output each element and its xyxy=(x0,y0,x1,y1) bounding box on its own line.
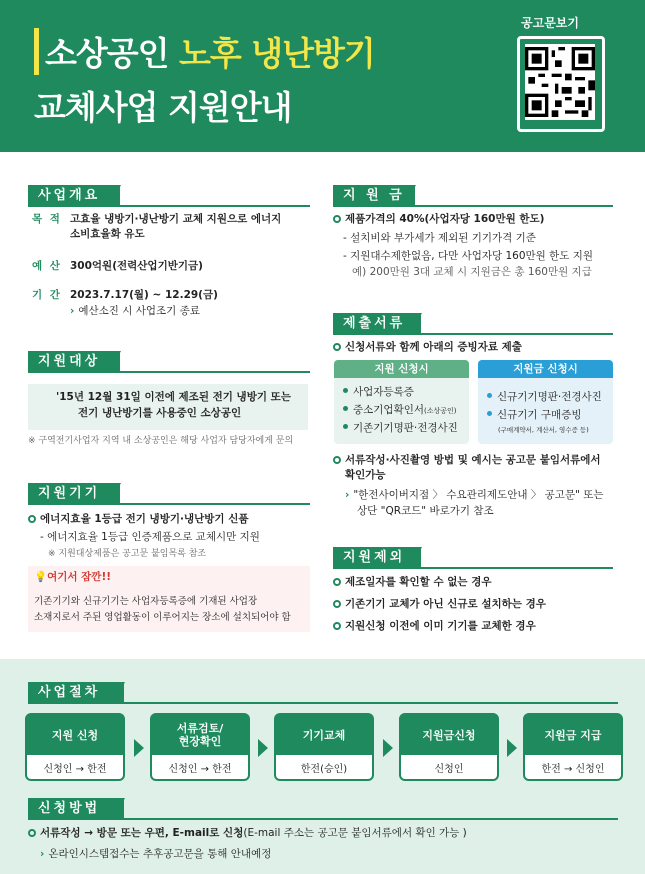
equipment-main xyxy=(28,512,249,527)
section-heading-documents: 제출서류 xyxy=(333,313,421,335)
process-step xyxy=(25,713,125,781)
target-line-2: 전기 냉난방기를 사용중인 소상공인 xyxy=(78,407,242,419)
next-arrow-icon xyxy=(383,739,393,757)
subsidy-line-1: - 설치비와 부가세가 제외된 기기가격 기준 xyxy=(343,232,536,244)
apply-doc-item-label: 기존기기명판·전경사진 xyxy=(353,422,458,434)
grant-doc-item-label: 신규기기 구매증빙 xyxy=(497,409,582,421)
method-line-1-rest: (E-mail 주소는 공고문 붙임서류에서 확인 가능 ) xyxy=(243,827,467,839)
process-step-title: 지원금 지급 xyxy=(525,715,621,755)
budget-value: 300억원(전력산업기반기금) xyxy=(70,260,203,272)
section-heading-process: 사업절차 xyxy=(28,682,124,704)
process-step-who: 한전(승인) xyxy=(300,763,348,775)
apply-doc-item-label: 중소기업확인서 xyxy=(353,404,425,416)
documents-path[interactable] xyxy=(345,488,604,503)
subsidy-main xyxy=(333,212,544,227)
method-line-2 xyxy=(40,847,271,862)
method-line-1-bold: 서류작성 → 방문 또는 우편, E-mail로 신청 xyxy=(40,827,244,839)
section-heading-target: 지원대상 xyxy=(28,351,120,373)
target-note: ※ 구역전기사업자 지역 내 소상공인은 해당 사업자 담당자에게 문의 xyxy=(28,436,294,446)
documents-intro xyxy=(333,340,522,355)
section-heading-exclusion: 지원제외 xyxy=(333,547,421,569)
budget-label: 예 산 xyxy=(32,260,62,272)
header-banner xyxy=(0,0,645,152)
process-step-who: 신청인 xyxy=(434,763,464,775)
equipment-main-text: 에너지효율 1등급 전기 냉방기·냉난방기 신품 xyxy=(40,513,249,525)
grant-doc-item-note: (구매계약서, 계산서, 영수증 등) xyxy=(498,426,589,434)
qr-label: 공고문보기 xyxy=(521,16,579,30)
arrow-icon: › xyxy=(345,489,350,501)
arrow-icon: › xyxy=(40,848,45,860)
process-step-title: 지원 신청 xyxy=(27,715,123,755)
warning-title-text: 여기서 잠깐!! xyxy=(47,571,112,583)
apply-doc-item xyxy=(343,385,414,400)
exclusion-item xyxy=(333,597,546,612)
title-line-2: 교체사업 지원안내 xyxy=(34,88,292,127)
divider xyxy=(28,702,618,704)
divider xyxy=(28,205,310,207)
target-line-1: '15년 12월 31일 이전에 제조된 전기 냉방기 또는 xyxy=(56,391,291,403)
process-step xyxy=(523,713,623,781)
warning-line-2: 소재지로서 주된 영업활동이 이루어지는 장소에 설치되어야 함 xyxy=(34,612,291,623)
grant-doc-item xyxy=(487,408,581,423)
warning-title xyxy=(34,570,111,585)
subsidy-main-text: 제품가격의 40%(사업자당 160만원 한도) xyxy=(345,213,545,225)
apply-doc-item xyxy=(343,421,458,436)
documents-method-text: 서류작성·사진촬영 방법 및 예시는 공고문 붙임서류에서 xyxy=(345,454,601,466)
period-label: 기 간 xyxy=(32,289,62,301)
exclusion-item-label: 기존기기 교체가 아닌 신규로 설치하는 경우 xyxy=(345,598,546,610)
process-step-who: 한전 → 신청인 xyxy=(541,763,605,775)
warning-line-1: 기존기기와 신규기기는 사업자등록증에 기재된 사업장 xyxy=(34,596,258,607)
ring-bullet-icon xyxy=(28,515,36,523)
bullet-icon xyxy=(487,393,492,398)
period-note-text: 예산소진 시 사업조기 종료 xyxy=(78,305,200,317)
section-heading-method: 신청방법 xyxy=(28,798,124,820)
process-step xyxy=(399,713,499,781)
lightbulb-icon: 💡 xyxy=(34,571,48,583)
documents-path-2: 상단 "QR코드" 바로가기 참조 xyxy=(357,505,494,517)
next-arrow-icon xyxy=(134,739,144,757)
divider xyxy=(28,371,310,373)
apply-docs-heading: 지원 신청시 xyxy=(334,360,469,378)
title-prefix: 소상공인 xyxy=(45,34,169,73)
equipment-note: ※ 지원대상제품은 공고문 붙임목록 참조 xyxy=(48,549,207,559)
ring-bullet-icon xyxy=(28,829,36,837)
divider xyxy=(333,205,613,207)
bullet-icon xyxy=(487,411,492,416)
purpose-text-2: 소비효율화 유도 xyxy=(70,228,145,240)
documents-method xyxy=(333,453,601,468)
process-step-title: 서류검토/ 현장확인 xyxy=(152,715,248,755)
section-heading-overview: 사업개요 xyxy=(28,185,120,207)
exclusion-item-label: 제조일자를 확인할 수 없는 경우 xyxy=(345,576,492,588)
divider xyxy=(333,567,613,569)
grant-docs-heading: 지원금 신청시 xyxy=(478,360,613,378)
ring-bullet-icon xyxy=(333,343,341,351)
documents-method-2: 확인가능 xyxy=(345,469,386,481)
grant-doc-item-label: 신규기기명판·전경사진 xyxy=(497,391,602,403)
method-line-2-text: 온라인시스템접수는 추후공고문을 통해 안내예정 xyxy=(48,848,272,860)
warning-box xyxy=(28,566,310,632)
divider xyxy=(333,333,613,335)
section-heading-equipment: 지원기기 xyxy=(28,483,120,505)
process-step-title: 기기교체 xyxy=(276,715,372,755)
process-step-who: 신청인 → 한전 xyxy=(168,763,232,775)
title-highlight: 노후 냉난방기 xyxy=(179,34,375,73)
divider xyxy=(28,818,618,820)
apply-doc-item-note: (소상공인) xyxy=(424,407,457,415)
next-arrow-icon xyxy=(507,739,517,757)
next-arrow-icon xyxy=(258,739,268,757)
arrow-icon: › xyxy=(70,305,75,317)
documents-intro-text: 신청서류와 함께 아래의 증빙자료 제출 xyxy=(345,341,522,353)
ring-bullet-icon xyxy=(333,456,341,464)
apply-doc-item xyxy=(343,403,457,419)
qr-code-block[interactable] xyxy=(505,14,613,134)
purpose-label: 목 적 xyxy=(32,213,62,225)
documents-path-text: "한전사이버지점 〉 수요관리제도안내 〉 공고문" 또는 xyxy=(353,489,604,501)
section-heading-subsidy: 지 원 금 xyxy=(333,185,415,207)
grant-doc-item xyxy=(487,390,602,405)
bullet-icon xyxy=(343,424,348,429)
process-step xyxy=(150,713,250,781)
bullet-icon xyxy=(343,388,348,393)
equipment-sub: - 에너지효율 1등급 인증제품으로 교체시만 지원 xyxy=(40,531,260,543)
process-step-who: 신청인 → 한전 xyxy=(43,763,107,775)
method-line-1 xyxy=(28,826,467,841)
title-line-1 xyxy=(34,28,375,75)
target-box xyxy=(28,384,308,430)
ring-bullet-icon xyxy=(333,622,341,630)
ring-bullet-icon xyxy=(333,578,341,586)
exclusion-item xyxy=(333,575,491,590)
bullet-icon xyxy=(343,406,348,411)
exclusion-item xyxy=(333,619,536,634)
qr-code-icon[interactable] xyxy=(525,44,595,120)
purpose-text-1: 고효율 냉방기·냉난방기 교체 지원으로 에너지 xyxy=(70,213,282,225)
period-value: 2023.7.17(월) ~ 12.29(금) xyxy=(70,289,218,301)
apply-doc-item-label: 사업자등록증 xyxy=(353,386,414,398)
exclusion-item-label: 지원신청 이전에 이미 기기를 교체한 경우 xyxy=(345,620,536,632)
period-note xyxy=(70,304,200,319)
divider xyxy=(28,503,310,505)
process-step xyxy=(274,713,374,781)
subsidy-line-3: 예) 200만원 3대 교체 시 지원금은 총 160만원 지급 xyxy=(352,266,592,278)
process-step-title: 지원금신청 xyxy=(401,715,497,755)
ring-bullet-icon xyxy=(333,215,341,223)
ring-bullet-icon xyxy=(333,600,341,608)
subsidy-line-2: - 지원대수제한없음, 다만 사업자당 160만원 한도 지원 xyxy=(343,250,594,262)
